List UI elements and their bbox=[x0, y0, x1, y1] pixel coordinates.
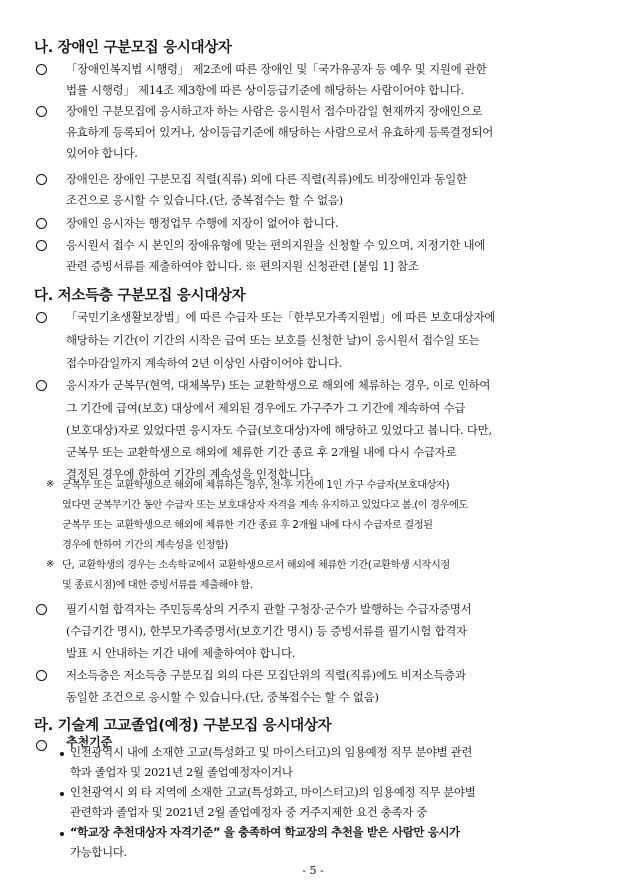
text-line: 해당하는 기간(이 기간의 시작은 급여 또는 보호를 신청한 날)이 응시원서 접수일 또는 bbox=[66, 333, 480, 347]
circle-bullet-icon bbox=[36, 604, 47, 615]
note-line: 및 종료시점)에 대한 증빙서류를 제출해야 함. bbox=[62, 580, 253, 591]
sub-section-title: 추천기준 bbox=[66, 735, 113, 749]
note-line: 경우에 한하여 기간의 계속성을 인정함) bbox=[62, 540, 228, 551]
text-line: 「장애인복지법 시행령」 제2조에 따른 장애인 및「국가유공자 등 예우 및 지원에 관한 bbox=[66, 62, 487, 76]
text-line: 접수마감일까지 계속하여 2년 이상인 사람이어야 합니다. bbox=[66, 356, 343, 370]
text-line: 있어야 합니다. bbox=[66, 146, 138, 160]
circle-bullet-icon bbox=[36, 740, 47, 751]
text-line: 「국민기초생활보장법」에 따른 수급자 또는「한부모가족지원법」에 따른 보호대상자에 bbox=[66, 310, 496, 324]
text-line: 학과 졸업자 및 2021년 2월 졸업예정자이거나 bbox=[70, 765, 293, 779]
circle-bullet-icon bbox=[36, 240, 47, 251]
text-line: (보호대상)자로 있었다면 응시자도 수급(보호대상)자에 해당하고 있었다고 봅니다. 다만, bbox=[66, 423, 492, 437]
reference-mark: ※ bbox=[46, 479, 55, 490]
dot-bullet-icon bbox=[60, 832, 64, 836]
circle-bullet-icon bbox=[36, 64, 47, 75]
circle-bullet-icon bbox=[36, 174, 47, 185]
text-line: 인천광역시 외 타 지역에 소재한 고교(특성화고, 마이스터고)의 임용예정 직무 분야별 bbox=[70, 785, 476, 799]
page-number: - 5 - bbox=[302, 864, 324, 877]
circle-bullet-icon bbox=[36, 670, 47, 681]
section-title-vocational: 라. 기술계 고교졸업(예정) 구분모집 응시대상자 bbox=[34, 718, 332, 734]
text-line: 가능합니다. bbox=[70, 845, 127, 859]
text-line: 그 기간에 급여(보호) 대상에서 제외된 경우에도 가구주가 그 기간에 계속하여 수급 bbox=[66, 401, 466, 415]
text-line: 장애인은 장애인 구분모집 직렬(직류) 외에 다른 직렬(직류)에도 비장애인과 동일한 bbox=[66, 172, 467, 186]
text-line: 결정된 경우에 한하여 기간의 계속성을 인정합니다. bbox=[66, 467, 314, 481]
text-line: 저소득층은 저소득층 구분모집 외의 다른 모집단위의 직렬(직류)에도 비저소득층과 bbox=[66, 668, 466, 682]
text-line: 관련학과 졸업자 및 2021년 2월 졸업예정자 중 거주지제한 요건 충족자 중 bbox=[70, 805, 427, 819]
text-line: 동일한 조건으로 응시할 수 있습니다.(단, 중복접수는 할 수 없음) bbox=[66, 690, 379, 704]
section-title-disabled: 나. 장애인 구분모집 응시대상자 bbox=[34, 40, 232, 56]
text-line: 법률 시행령」 제14조 제3항에 따른 상이등급기준에 해당하는 사람이어야 합니다. bbox=[66, 83, 465, 97]
circle-bullet-icon bbox=[36, 380, 47, 391]
note-line: 였다면 군복무기간 동안 수급자 또는 보호대상자 자격을 계속 유지하고 있었다고 봄.(이 경우에도 bbox=[62, 500, 468, 511]
note-line: 단, 교환학생의 경우는 소속학교에서 교환학생으로서 해외에 체류한 기간(교환학생 시작시점 bbox=[62, 560, 450, 571]
text-line: 유효하게 등록되어 있거나, 상이등급기준에 해당하는 사람으로서 유효하게 등록결정되어 bbox=[66, 125, 494, 139]
dot-bullet-icon bbox=[60, 752, 64, 756]
note-line: 군복무 또는 교환학생으로 해외에 체류한 기간 종료 후 2개월 내에 다시 수급자로 결정된 bbox=[62, 520, 433, 531]
text-line: 조건으로 응시할 수 있습니다.(단, 중복접수는 할 수 없음) bbox=[66, 193, 343, 207]
text-line: 응시원서 접수 시 본인의 장애유형에 맞는 편의지원을 신청할 수 있으며, 지정기한 내에 bbox=[66, 238, 486, 252]
text-line: 인천광역시 내에 소재한 고교(특성화고 및 마이스터고)의 임용예정 직무 분야별 관련 bbox=[70, 745, 473, 759]
text-line: 필기시험 합격자는 주민등록상의 거주지 관할 구청장·군수가 발행하는 수급자증명서 bbox=[66, 602, 472, 616]
reference-mark: ※ bbox=[46, 559, 55, 570]
circle-bullet-icon bbox=[36, 106, 47, 117]
text-line: 장애인 구분모집에 응시하고자 하는 사람은 응시원서 접수마감일 현재까지 장애인으로 bbox=[66, 104, 483, 118]
text-line: 관련 증빙서류를 제출하여야 합니다. ※ 편의지원 신청관련 [붙임 1] 참조 bbox=[66, 259, 419, 273]
text-line: 발표 시 안내하는 기간 내에 제출하여야 합니다. bbox=[66, 646, 296, 660]
dot-bullet-icon bbox=[60, 792, 64, 796]
text-line: 장애인 응시자는 행정업무 수행에 지장이 없어야 합니다. bbox=[66, 216, 339, 230]
text-line: 응시자가 군복무(현역, 대체복무) 또는 교환학생으로 해외에 체류하는 경우, 이로 인하여 bbox=[66, 378, 491, 392]
text-line: “학교장 추천대상자 자격기준” 을 충족하여 학교장의 추천을 받은 사람만 응시가 bbox=[70, 825, 460, 839]
section-title-low-income: 다. 저소득층 구분모집 응시대상자 bbox=[34, 288, 246, 304]
circle-bullet-icon bbox=[36, 312, 47, 323]
text-line: 군복무 또는 교환학생으로 해외에 체류한 기간 종료 후 2개월 내에 다시 수급자로 bbox=[66, 445, 457, 459]
note-line: 군복무 또는 교환학생으로 해외에 체류하는 경우, 전·후 기간에 1인 가구 수급자(보호대상자) bbox=[62, 480, 450, 491]
text-line: (수급기간 명시), 한부모가족증명서(보호기간 명시) 등 증빙서류를 필기시험 합격자 bbox=[66, 624, 467, 638]
circle-bullet-icon bbox=[36, 218, 47, 229]
